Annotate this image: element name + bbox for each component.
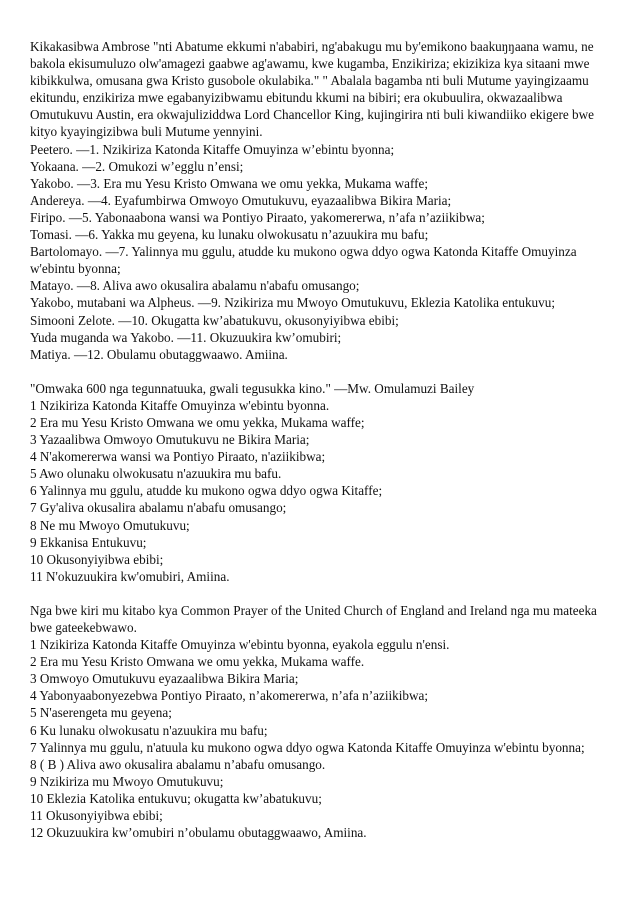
- common-prayer-line-7: 7 Yalinnya mu ggulu, n'atuula ku mukono ogwa ddyo ogwa Katonda Kitaffe Omuyinza w'ebintu byonna;: [30, 739, 585, 755]
- section-gap: [30, 363, 610, 380]
- apostles-creed-list: [30, 141, 610, 363]
- bailey-line-11: 11 N'okuzuukira kw'omubiri, Amiina.: [30, 568, 230, 584]
- apostle-line-1: Peetero. —1. Nzikiriza Katonda Kitaffe Omuyinza w’ebintu byonna;: [30, 141, 395, 157]
- common-prayer-heading: Nga bwe kiri mu kitabo kya Common Prayer of the United Church of England and Ireland nga mu mateeka bwe gateekebwawo.: [30, 602, 597, 635]
- apostle-line-7: Bartolomayo. —7. Yalinnya mu ggulu, atudde ku mukono ogwa ddyo ogwa Katonda Kitaffe Omuyinza w'ebintu byonna;: [30, 244, 577, 277]
- common-prayer-line-11: 11 Okusonyiyibwa ebibi;: [30, 808, 163, 824]
- common-prayer-line-8: 8 ( B ) Aliva awo okusalira abalamu n’abafu omusango.: [30, 756, 326, 772]
- apostle-line-8: Matayo. —8. Aliva awo okusalira abalamu n'abafu omusango;: [30, 278, 360, 294]
- bailey-line-10: 10 Okusonyiyibwa ebibi;: [30, 551, 164, 567]
- bailey-line-7: 7 Gy'aliva okusalira abalamu n'abafu omusango;: [30, 500, 287, 516]
- bailey-line-1: 1 Nzikiriza Katonda Kitaffe Omuyinza w'ebintu byonna.: [30, 397, 330, 413]
- bailey-heading: "Omwaka 600 nga tegunnatuuka, gwali tegusukka kino." —Mw. Omulamuzi Bailey: [30, 380, 475, 396]
- common-prayer-line-1: 1 Nzikiriza Katonda Kitaffe Omuyinza w'ebintu byonna, eyakola eggulu n'ensi.: [30, 637, 450, 653]
- document-page: [30, 38, 610, 841]
- apostle-line-11: Yuda muganda wa Yakobo. —11. Okuzuukira kw’omubiri;: [30, 329, 342, 345]
- apostle-line-9: Yakobo, mutabani wa Alpheus. —9. Nzikiriza mu Mwoyo Omutukuvu, Eklezia Katolika entukuvu;: [30, 295, 555, 311]
- bailey-line-9: 9 Ekkanisa Entukuvu;: [30, 534, 147, 550]
- intro-paragraph: Kikakasibwa Ambrose "nti Abatume ekkumi n'ababiri, ng'abakugu mu by'emikono baakuŋŋaana wamu, ne bakola ekisumuluzo olw'amagezi gaabwe ag'awamu, kwe kugamba, Enzikiriza; ekizikiza kya sitaani mwe kibikkulwa, omusana gwa Kristo gusobole okulabika." " Abalala bagamba nti buli Mutume yayingizaamu ekitundu, enzikiriza mwe egabanyizibwamu ebitundu kkumi na bibiri; era okubuulira, okwazaalibwa Omutukuvu Austin, era okwajuliziddwa Lord Chancellor King, kujingirira nti buli kiwandiiko ekigere bwe kityo kyayingizibwa buli Mutume yennyini.: [30, 39, 595, 140]
- apostle-line-2: Yokaana. —2. Omukozi w’egglu n’ensi;: [30, 158, 244, 174]
- apostle-line-4: Andereya. —4. Eyafumbirwa Omwoyo Omutukuvu, eyazaalibwa Bikira Maria;: [30, 192, 452, 208]
- bailey-line-2: 2 Era mu Yesu Kristo Omwana we omu yekka, Mukama waffe;: [30, 414, 365, 430]
- common-prayer-line-3: 3 Omwoyo Omutukuvu eyazaalibwa Bikira Maria;: [30, 671, 299, 687]
- apostle-line-3: Yakobo. —3. Era mu Yesu Kristo Omwana we omu yekka, Mukama waffe;: [30, 175, 429, 191]
- apostle-line-5: Firipo. —5. Yabonaabona wansi wa Pontiyo Piraato, yakomererwa, n’afa n’aziikibwa;: [30, 209, 485, 225]
- common-prayer-line-2: 2 Era mu Yesu Kristo Omwana we omu yekka, Mukama waffe.: [30, 654, 365, 670]
- bailey-creed-section: [30, 380, 610, 585]
- apostle-line-6: Tomasi. —6. Yakka mu geyena, ku lunaku olwokusatu n’azuukira mu bafu;: [30, 227, 429, 243]
- common-prayer-line-12: 12 Okuzuukira kw’omubiri n’obulamu obutaggwaawo, Amiina.: [30, 825, 367, 841]
- bailey-line-4: 4 N'akomererwa wansi wa Pontiyo Piraato, n'aziikibwa;: [30, 449, 326, 465]
- bailey-line-6: 6 Yalinnya mu ggulu, atudde ku mukono ogwa ddyo ogwa Kitaffe;: [30, 483, 383, 499]
- bailey-line-8: 8 Ne mu Mwoyo Omutukuvu;: [30, 517, 190, 533]
- common-prayer-creed-section: [30, 602, 610, 841]
- common-prayer-line-4: 4 Yabonyaabonyezebwa Pontiyo Piraato, n’akomererwa, n’afa n’aziikibwa;: [30, 688, 429, 704]
- common-prayer-line-9: 9 Nzikiriza mu Mwoyo Omutukuvu;: [30, 773, 224, 789]
- bailey-line-5: 5 Awo olunaku olwokusatu n'azuukira mu bafu.: [30, 466, 282, 482]
- apostle-line-10: Simooni Zelote. —10. Okugatta kw’abatukuvu, okusonyiyibwa ebibi;: [30, 312, 399, 328]
- section-gap: [30, 585, 610, 602]
- common-prayer-line-6: 6 Ku lunaku olwokusatu n'azuukira mu bafu;: [30, 722, 268, 738]
- apostle-line-12: Matiya. —12. Obulamu obutaggwaawo. Amiina.: [30, 346, 288, 362]
- common-prayer-line-5: 5 N'aserengeta mu geyena;: [30, 705, 172, 721]
- bailey-line-3: 3 Yazaalibwa Omwoyo Omutukuvu ne Bikira Maria;: [30, 432, 310, 448]
- common-prayer-line-10: 10 Eklezia Katolika entukuvu; okugatta kw’abatukuvu;: [30, 790, 322, 806]
